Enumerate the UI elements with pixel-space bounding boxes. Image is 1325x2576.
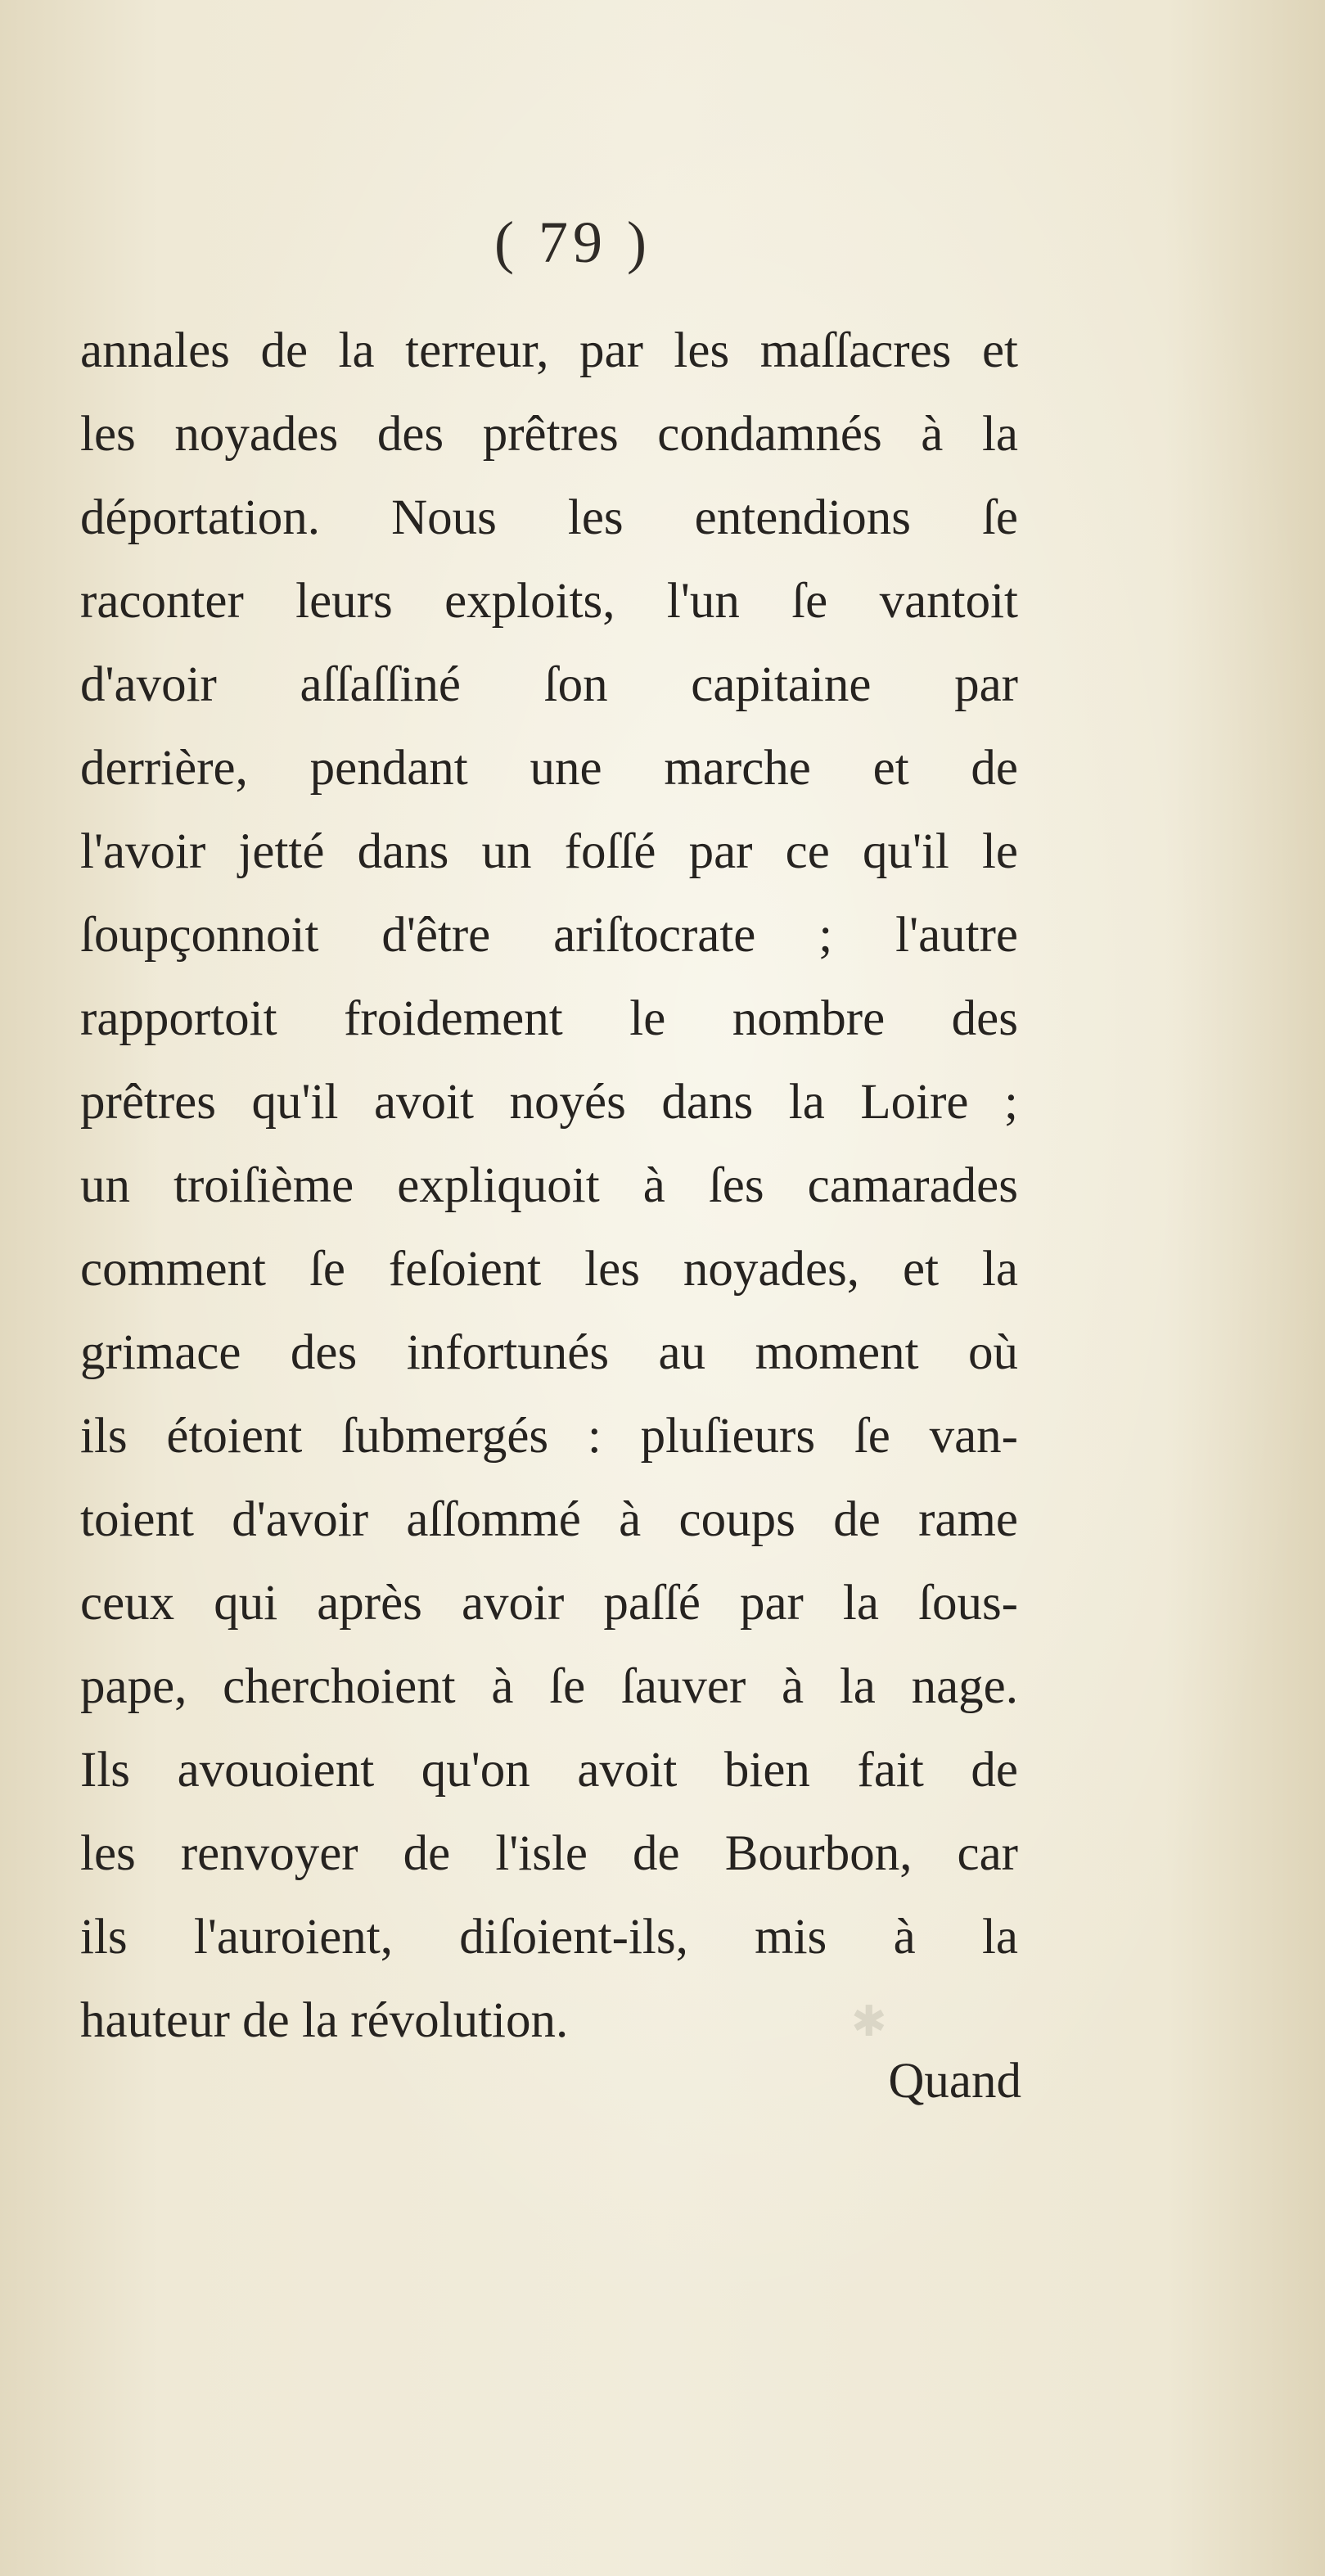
text-line: hauteur de la révolution. (80, 1993, 569, 2048)
text-line: d'avoir aſſaſſiné ſon capitaine par (80, 657, 1018, 712)
text-line: l'avoir jetté dans un foſſé par ce qu'il le (80, 824, 1018, 879)
text-line: les noyades des prêtres condamnés à la (80, 407, 1018, 462)
text-line: ils étoient ſubmergés : pluſieurs ſe van- (80, 1409, 1018, 1464)
text-line: toient d'avoir aſſommé à coups de rame (80, 1492, 1018, 1547)
text-line: prêtres qu'il avoit noyés dans la Loire ; (80, 1075, 1018, 1130)
text-line: derrière, pendant une marche et de (80, 741, 1018, 796)
text-line: ceux qui après avoir paſſé par la ſous- (80, 1576, 1018, 1631)
text-line: ſoupçonnoit d'être ariſtocrate ; l'autre (80, 908, 1018, 963)
text-line: un troiſième expliquoit à ſes camarades (80, 1158, 1018, 1213)
text-line: rapportoit froidement le nombre des (80, 991, 1018, 1046)
catchword: Quand (888, 2054, 1021, 2109)
text-line: ils l'auroient, diſoient-ils, mis à la (80, 1910, 1018, 1965)
text-line: raconter leurs exploits, l'un ſe vantoit (80, 574, 1018, 629)
text-line: pape, cherchoient à ſe ſauver à la nage. (80, 1659, 1018, 1714)
show-through-mark: ✱ (851, 1999, 887, 2046)
text-line: Ils avouoient qu'on avoit bien fait de (80, 1743, 1018, 1798)
text-line: grimace des infortunés au moment où (80, 1325, 1018, 1380)
page-number: ( 79 ) (494, 210, 651, 275)
body-text (80, 309, 1018, 2063)
text-line: déportation. Nous les entendions ſe (80, 490, 1018, 545)
text-line: les renvoyer de l'isle de Bourbon, car (80, 1826, 1018, 1881)
text-line: comment ſe feſoient les noyades, et la (80, 1242, 1018, 1297)
text-line: annales de la terreur, par les maſſacres et (80, 323, 1018, 378)
